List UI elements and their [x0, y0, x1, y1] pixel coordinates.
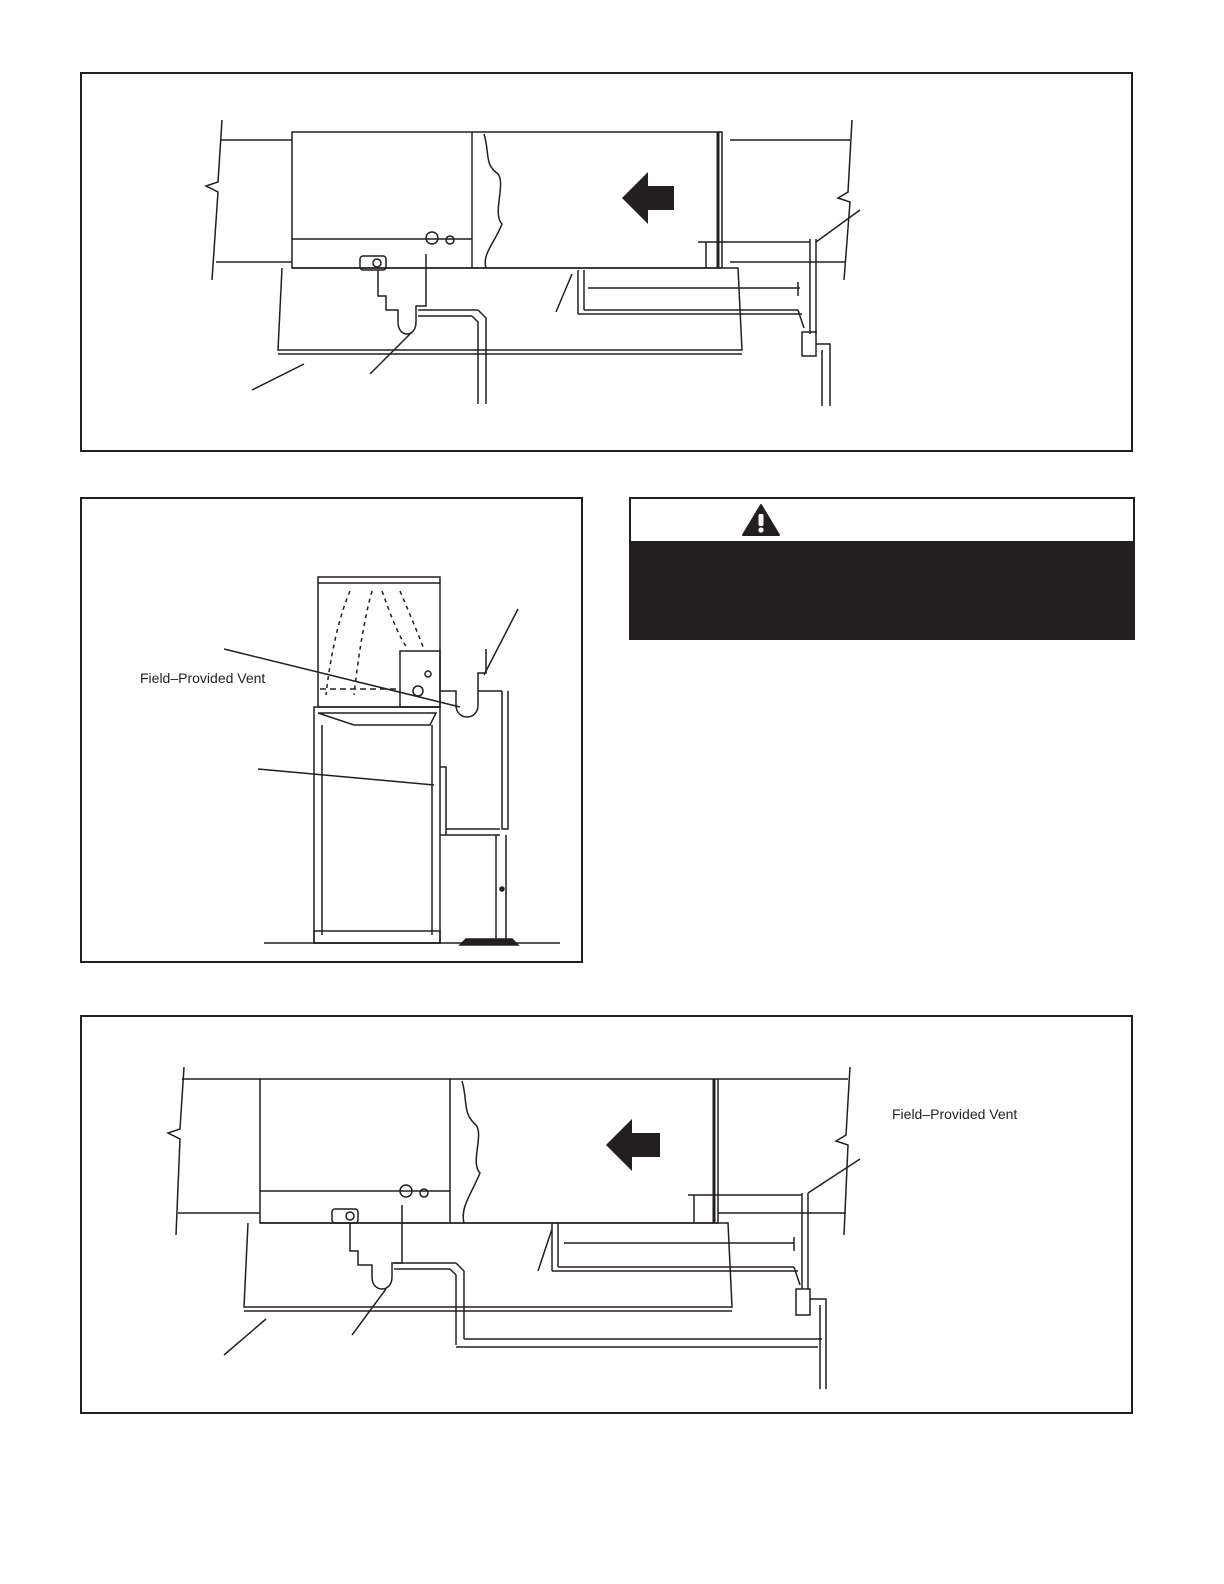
blower-section [450, 1079, 718, 1223]
drain-pan [278, 268, 742, 350]
figure-upflow [80, 497, 583, 963]
duct-break-right [836, 1067, 850, 1235]
leader-line [352, 1289, 386, 1335]
coil-trap [440, 649, 486, 717]
leader-line [808, 1159, 860, 1193]
leader-line [258, 769, 434, 785]
airflow-arrow [622, 172, 674, 224]
furnace-cabinet [314, 707, 440, 943]
horizontal-furnace-diagram [82, 74, 1131, 450]
furnace-cabinet [292, 132, 472, 268]
duct-break-right [838, 120, 852, 280]
warning-body [631, 541, 1133, 638]
upflow-furnace-diagram [82, 499, 581, 961]
warning-header [631, 499, 1133, 541]
leader-line [370, 332, 412, 374]
blower-section [472, 132, 722, 268]
condensate-trap [378, 254, 426, 334]
leader-line [538, 1229, 552, 1271]
furnace-cabinet [260, 1079, 450, 1223]
figure-horizontal-extended-drain [80, 1015, 1133, 1414]
leader-line [816, 210, 860, 242]
figure-horizontal-left-drain [80, 72, 1133, 452]
airflow-arrow [606, 1119, 660, 1171]
field-provided-vent-label: Field–Provided Vent [140, 670, 266, 686]
field-provided-vent-label: Field–Provided Vent [892, 1106, 1018, 1122]
duct-break-left [168, 1067, 184, 1235]
leader-line [556, 274, 572, 312]
vent-drop [502, 691, 508, 829]
leader-line [252, 364, 304, 390]
horizontal-furnace-extended-diagram [82, 1017, 1131, 1412]
warning-box [629, 497, 1135, 640]
drain-pan [244, 1223, 732, 1307]
leader-line [484, 609, 518, 675]
duct-break-left [206, 120, 222, 280]
leader-line [224, 1319, 266, 1355]
warning-triangle-icon [741, 503, 781, 537]
